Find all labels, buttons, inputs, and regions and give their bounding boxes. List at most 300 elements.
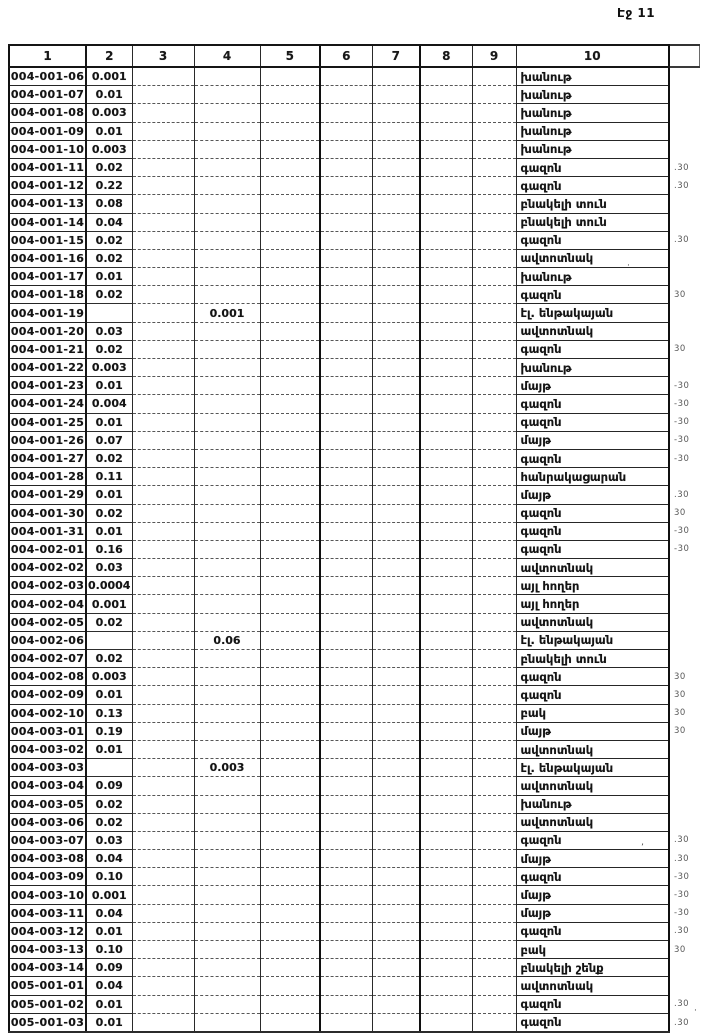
value-cell-col4 — [194, 177, 260, 195]
value-cell-col8 — [420, 340, 472, 358]
value-cell-col8 — [420, 104, 472, 122]
margin-annotation: -30 — [674, 380, 690, 391]
value-cell-col8 — [420, 959, 472, 977]
value-cell-col8 — [420, 140, 472, 158]
value-cell-col6 — [320, 631, 372, 649]
value-cell-col4 — [194, 886, 260, 904]
value-cell-col6 — [320, 795, 372, 813]
value-cell-col4 — [194, 559, 260, 577]
value-cell-col2: 0.22 — [86, 177, 132, 195]
value-cell-col7 — [372, 304, 420, 322]
table-row — [9, 249, 699, 267]
value-cell-col4 — [194, 231, 260, 249]
value-cell-col6 — [320, 504, 372, 522]
margin-annotation — [669, 559, 699, 577]
value-cell-col7 — [372, 722, 420, 740]
value-cell-col5 — [260, 158, 320, 176]
parcel-code-cell: 004-001-16 — [9, 249, 86, 267]
value-cell-col2: 0.04 — [86, 904, 132, 922]
margin-annotation — [669, 67, 699, 86]
value-cell-col5 — [260, 431, 320, 449]
value-cell-col5 — [260, 686, 320, 704]
value-cell-col8 — [420, 813, 472, 831]
value-cell-col8 — [420, 668, 472, 686]
margin-annotation — [669, 977, 699, 995]
value-cell-col3 — [132, 850, 194, 868]
margin-annotation — [669, 813, 699, 831]
value-cell-col2: 0.04 — [86, 850, 132, 868]
column-header-6: 6 — [320, 45, 372, 67]
value-cell-col8 — [420, 868, 472, 886]
margin-annotation: -30 — [674, 417, 690, 428]
value-cell-col2: 0.02 — [86, 286, 132, 304]
land-use-cell: ավտոտնակ — [516, 977, 669, 995]
land-use-cell: գազոն — [516, 831, 669, 849]
land-use-cell: խանութ — [516, 795, 669, 813]
parcel-code-cell: 004-001-22 — [9, 359, 86, 377]
value-cell-col5 — [260, 922, 320, 940]
value-cell-col8 — [420, 704, 472, 722]
value-cell-col2: 0.13 — [86, 704, 132, 722]
value-cell-col2: 0.02 — [86, 650, 132, 668]
value-cell-col4 — [194, 795, 260, 813]
parcel-code-cell: 004-002-01 — [9, 540, 86, 558]
value-cell-col6 — [320, 668, 372, 686]
value-cell-col8 — [420, 449, 472, 467]
value-cell-col7 — [372, 613, 420, 631]
value-cell-col5 — [260, 904, 320, 922]
land-use-cell: գազոն — [516, 540, 669, 558]
table-row — [9, 286, 699, 304]
value-cell-col7 — [372, 977, 420, 995]
value-cell-col5 — [260, 286, 320, 304]
value-cell-col4 — [194, 504, 260, 522]
value-cell-col8 — [420, 322, 472, 340]
value-cell-col7 — [372, 431, 420, 449]
value-cell-col9 — [472, 777, 516, 795]
value-cell-col2: 0.03 — [86, 831, 132, 849]
value-cell-col5 — [260, 322, 320, 340]
value-cell-col7 — [372, 177, 420, 195]
value-cell-col9 — [472, 177, 516, 195]
value-cell-col3 — [132, 213, 194, 231]
value-cell-col2: 0.07 — [86, 431, 132, 449]
land-use-cell: մայթ — [516, 377, 669, 395]
margin-annotation — [669, 759, 699, 777]
value-cell-col2: 0.01 — [86, 740, 132, 758]
value-cell-col3 — [132, 740, 194, 758]
value-cell-col2: 0.003 — [86, 359, 132, 377]
table-row — [9, 977, 699, 995]
value-cell-col4 — [194, 249, 260, 267]
value-cell-col9 — [472, 704, 516, 722]
margin-annotation: -30 — [674, 871, 690, 882]
value-cell-col2: 0.09 — [86, 777, 132, 795]
value-cell-col2: 0.01 — [86, 413, 132, 431]
value-cell-col5 — [260, 959, 320, 977]
value-cell-col4 — [194, 431, 260, 449]
parcel-code-cell: 004-001-26 — [9, 431, 86, 449]
value-cell-col9 — [472, 140, 516, 158]
value-cell-col9 — [472, 158, 516, 176]
value-cell-col8 — [420, 831, 472, 849]
table-row — [9, 650, 699, 668]
value-cell-col2: 0.0004 — [86, 577, 132, 595]
land-use-cell: բնակելի շենք — [516, 959, 669, 977]
value-cell-col5 — [260, 140, 320, 158]
margin-annotation — [669, 740, 699, 758]
value-cell-col4 — [194, 650, 260, 668]
value-cell-col9 — [472, 995, 516, 1013]
value-cell-col6 — [320, 922, 372, 940]
value-cell-col3 — [132, 504, 194, 522]
value-cell-col3 — [132, 449, 194, 467]
table-row — [9, 613, 699, 631]
parcel-code-cell: 004-001-12 — [9, 177, 86, 195]
land-use-cell: գազոն — [516, 922, 669, 940]
value-cell-col2: 0.003 — [86, 140, 132, 158]
value-cell-col8 — [420, 595, 472, 613]
value-cell-col2: 0.01 — [86, 995, 132, 1013]
value-cell-col5 — [260, 231, 320, 249]
value-cell-col8 — [420, 977, 472, 995]
value-cell-col7 — [372, 468, 420, 486]
value-cell-col7 — [372, 395, 420, 413]
land-use-cell: խանութ — [516, 104, 669, 122]
value-cell-col6 — [320, 104, 372, 122]
value-cell-col5 — [260, 850, 320, 868]
margin-annotation — [669, 304, 699, 322]
value-cell-col7 — [372, 249, 420, 267]
value-cell-col4 — [194, 868, 260, 886]
value-cell-col6 — [320, 813, 372, 831]
value-cell-col8 — [420, 686, 472, 704]
value-cell-col2: 0.09 — [86, 959, 132, 977]
value-cell-col5 — [260, 504, 320, 522]
value-cell-col9 — [472, 249, 516, 267]
value-cell-col8 — [420, 650, 472, 668]
value-cell-col6 — [320, 449, 372, 467]
value-cell-col3 — [132, 922, 194, 940]
value-cell-col9 — [472, 813, 516, 831]
value-cell-col5 — [260, 795, 320, 813]
scan-speck: · — [627, 261, 630, 271]
value-cell-col3 — [132, 486, 194, 504]
value-cell-col8 — [420, 195, 472, 213]
land-use-cell: գազոն — [516, 504, 669, 522]
value-cell-col8 — [420, 995, 472, 1013]
value-cell-col4 — [194, 286, 260, 304]
value-cell-col2: 0.001 — [86, 595, 132, 613]
value-cell-col9 — [472, 486, 516, 504]
value-cell-col9 — [472, 340, 516, 358]
land-use-cell: հանրակացարան — [516, 468, 669, 486]
value-cell-col3 — [132, 722, 194, 740]
table-row — [9, 886, 699, 904]
value-cell-col6 — [320, 231, 372, 249]
margin-annotation: -30 — [674, 398, 690, 409]
table-row — [9, 104, 699, 122]
value-cell-col7 — [372, 359, 420, 377]
value-cell-col8 — [420, 413, 472, 431]
parcel-code-cell: 004-001-18 — [9, 286, 86, 304]
parcel-code-cell: 004-001-27 — [9, 449, 86, 467]
value-cell-col6 — [320, 486, 372, 504]
table-row — [9, 722, 699, 740]
land-use-cell: գազոն — [516, 686, 669, 704]
cadastre-table — [8, 44, 700, 1033]
value-cell-col7 — [372, 941, 420, 959]
value-cell-col9 — [472, 504, 516, 522]
value-cell-col4 — [194, 941, 260, 959]
value-cell-col3 — [132, 359, 194, 377]
value-cell-col5 — [260, 67, 320, 86]
table-row — [9, 559, 699, 577]
table-row — [9, 813, 699, 831]
value-cell-col4 — [194, 595, 260, 613]
value-cell-col8 — [420, 249, 472, 267]
land-use-cell: բնակելի տուն — [516, 195, 669, 213]
value-cell-col2: 0.16 — [86, 540, 132, 558]
value-cell-col3 — [132, 322, 194, 340]
value-cell-col9 — [472, 941, 516, 959]
column-header-10: 10 — [516, 45, 669, 67]
value-cell-col5 — [260, 213, 320, 231]
parcel-code-cell: 004-001-10 — [9, 140, 86, 158]
parcel-code-cell: 004-002-04 — [9, 595, 86, 613]
value-cell-col7 — [372, 140, 420, 158]
value-cell-col7 — [372, 522, 420, 540]
value-cell-col6 — [320, 850, 372, 868]
value-cell-col2 — [86, 759, 132, 777]
value-cell-col6 — [320, 140, 372, 158]
value-cell-col7 — [372, 813, 420, 831]
parcel-code-cell: 004-002-10 — [9, 704, 86, 722]
value-cell-col2: 0.11 — [86, 468, 132, 486]
value-cell-col5 — [260, 540, 320, 558]
value-cell-col6 — [320, 941, 372, 959]
value-cell-col8 — [420, 431, 472, 449]
value-cell-col6 — [320, 595, 372, 613]
land-use-cell: էլ. ենթակայան — [516, 304, 669, 322]
land-use-cell: խանութ — [516, 67, 669, 86]
value-cell-col3 — [132, 377, 194, 395]
value-cell-col7 — [372, 995, 420, 1013]
margin-annotation — [669, 577, 699, 595]
value-cell-col8 — [420, 213, 472, 231]
margin-annotation: .30 — [674, 180, 690, 191]
value-cell-col2: 0.01 — [86, 686, 132, 704]
value-cell-col6 — [320, 249, 372, 267]
value-cell-col5 — [260, 722, 320, 740]
land-use-cell: գազոն — [516, 995, 669, 1013]
margin-annotation: -30 — [674, 908, 690, 919]
value-cell-col4 — [194, 413, 260, 431]
parcel-code-cell: 004-003-09 — [9, 868, 86, 886]
value-cell-col6 — [320, 704, 372, 722]
value-cell-col6 — [320, 540, 372, 558]
value-cell-col5 — [260, 104, 320, 122]
value-cell-col3 — [132, 977, 194, 995]
value-cell-col7 — [372, 86, 420, 104]
value-cell-col2: 0.02 — [86, 231, 132, 249]
margin-annotation — [669, 195, 699, 213]
value-cell-col3 — [132, 904, 194, 922]
value-cell-col4 — [194, 777, 260, 795]
table-row — [9, 231, 699, 249]
value-cell-col4 — [194, 1013, 260, 1032]
value-cell-col5 — [260, 468, 320, 486]
margin-annotation: 30 — [674, 708, 686, 719]
value-cell-col6 — [320, 67, 372, 86]
value-cell-col4: 0.06 — [194, 631, 260, 649]
margin-annotation — [669, 613, 699, 631]
value-cell-col9 — [472, 395, 516, 413]
value-cell-col9 — [472, 122, 516, 140]
parcel-code-cell: 004-001-07 — [9, 86, 86, 104]
value-cell-col5 — [260, 977, 320, 995]
table-row — [9, 904, 699, 922]
table-row — [9, 995, 699, 1013]
land-use-cell: խանութ — [516, 122, 669, 140]
value-cell-col6 — [320, 158, 372, 176]
value-cell-col9 — [472, 231, 516, 249]
value-cell-col9 — [472, 722, 516, 740]
value-cell-col8 — [420, 522, 472, 540]
value-cell-col6 — [320, 650, 372, 668]
margin-annotation: 30 — [674, 289, 686, 300]
table-row — [9, 449, 699, 467]
land-use-cell: ավտոտնակ — [516, 249, 669, 267]
value-cell-col4 — [194, 522, 260, 540]
value-cell-col6 — [320, 995, 372, 1013]
land-use-cell: խանութ — [516, 359, 669, 377]
value-cell-col3 — [132, 195, 194, 213]
value-cell-col9 — [472, 595, 516, 613]
value-cell-col8 — [420, 886, 472, 904]
land-use-cell: խանութ — [516, 268, 669, 286]
value-cell-col2: 0.03 — [86, 322, 132, 340]
value-cell-col5 — [260, 449, 320, 467]
table-row — [9, 522, 699, 540]
value-cell-col3 — [132, 86, 194, 104]
land-use-cell: մայթ — [516, 886, 669, 904]
value-cell-col7 — [372, 904, 420, 922]
land-use-cell: գազոն — [516, 449, 669, 467]
value-cell-col9 — [472, 631, 516, 649]
value-cell-col4 — [194, 613, 260, 631]
value-cell-col7 — [372, 686, 420, 704]
value-cell-col9 — [472, 668, 516, 686]
value-cell-col6 — [320, 868, 372, 886]
value-cell-col7 — [372, 504, 420, 522]
value-cell-col4 — [194, 922, 260, 940]
margin-annotation — [669, 359, 699, 377]
table-row — [9, 213, 699, 231]
value-cell-col8 — [420, 759, 472, 777]
margin-annotation — [669, 650, 699, 668]
table-row — [9, 268, 699, 286]
margin-annotation: -30 — [674, 890, 690, 901]
table-row — [9, 959, 699, 977]
value-cell-col8 — [420, 268, 472, 286]
value-cell-col6 — [320, 86, 372, 104]
value-cell-col6 — [320, 395, 372, 413]
value-cell-col5 — [260, 522, 320, 540]
land-use-cell: գազոն — [516, 522, 669, 540]
value-cell-col9 — [472, 522, 516, 540]
land-use-cell: գազոն — [516, 340, 669, 358]
value-cell-col9 — [472, 868, 516, 886]
column-header-3: 3 — [132, 45, 194, 67]
value-cell-col2: 0.001 — [86, 67, 132, 86]
value-cell-col9 — [472, 67, 516, 86]
value-cell-col5 — [260, 304, 320, 322]
value-cell-col5 — [260, 995, 320, 1013]
value-cell-col6 — [320, 886, 372, 904]
column-header-1: 1 — [9, 45, 86, 67]
value-cell-col4 — [194, 831, 260, 849]
value-cell-col6 — [320, 759, 372, 777]
value-cell-col9 — [472, 886, 516, 904]
value-cell-col7 — [372, 122, 420, 140]
value-cell-col5 — [260, 395, 320, 413]
value-cell-col5 — [260, 813, 320, 831]
value-cell-col8 — [420, 795, 472, 813]
margin-annotation — [669, 322, 699, 340]
value-cell-col6 — [320, 340, 372, 358]
land-use-cell: բնակելի տուն — [516, 213, 669, 231]
value-cell-col7 — [372, 850, 420, 868]
table-row — [9, 850, 699, 868]
value-cell-col7 — [372, 831, 420, 849]
value-cell-col5 — [260, 377, 320, 395]
table-row — [9, 67, 699, 86]
value-cell-col2: 0.003 — [86, 104, 132, 122]
margin-annotation — [669, 777, 699, 795]
value-cell-col4 — [194, 686, 260, 704]
column-header-4: 4 — [194, 45, 260, 67]
value-cell-col8 — [420, 177, 472, 195]
value-cell-col2: 0.02 — [86, 340, 132, 358]
value-cell-col9 — [472, 650, 516, 668]
value-cell-col8 — [420, 922, 472, 940]
value-cell-col8 — [420, 304, 472, 322]
value-cell-col7 — [372, 577, 420, 595]
value-cell-col2: 0.04 — [86, 213, 132, 231]
value-cell-col4 — [194, 959, 260, 977]
parcel-code-cell: 004-003-05 — [9, 795, 86, 813]
value-cell-col9 — [472, 431, 516, 449]
value-cell-col3 — [132, 941, 194, 959]
land-use-cell: գազոն — [516, 1013, 669, 1032]
margin-annotation — [669, 122, 699, 140]
value-cell-col2: 0.19 — [86, 722, 132, 740]
value-cell-col3 — [132, 577, 194, 595]
value-cell-col4 — [194, 468, 260, 486]
table-row — [9, 177, 699, 195]
table-row — [9, 340, 699, 358]
value-cell-col3 — [132, 304, 194, 322]
value-cell-col8 — [420, 850, 472, 868]
parcel-code-cell: 004-001-17 — [9, 268, 86, 286]
value-cell-col3 — [132, 886, 194, 904]
value-cell-col3 — [132, 959, 194, 977]
value-cell-col9 — [472, 850, 516, 868]
value-cell-col6 — [320, 522, 372, 540]
value-cell-col4 — [194, 977, 260, 995]
value-cell-col7 — [372, 759, 420, 777]
